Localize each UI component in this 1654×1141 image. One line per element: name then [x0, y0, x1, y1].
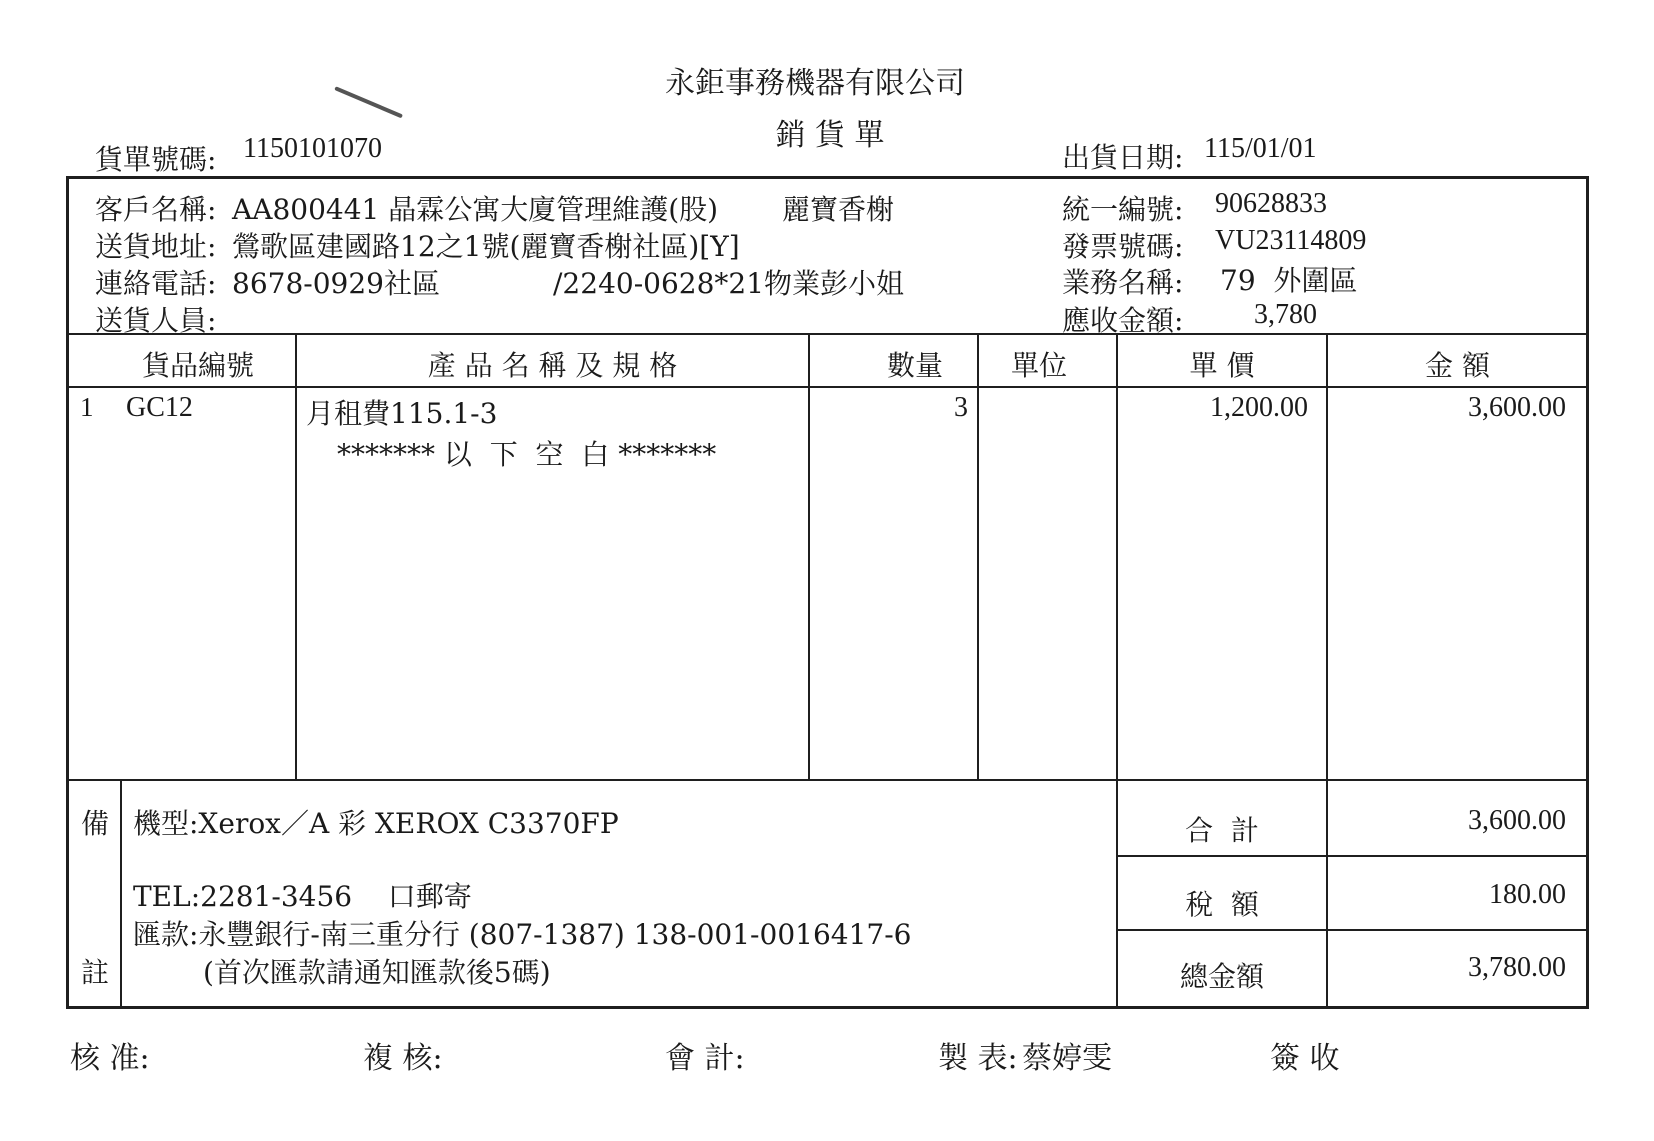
sales-region: 79 外圍區: [1220, 264, 1358, 297]
remark-label-bottom: 註: [80, 956, 109, 989]
sales-label: 業務名稱:: [1062, 266, 1184, 299]
remark-label-top: 備: [80, 807, 109, 840]
receipt-signature: 簽 收: [1270, 1041, 1340, 1076]
row-index: 1: [80, 392, 94, 422]
approve-signature: 核 准:: [70, 1041, 150, 1076]
row-product-code: GC12: [126, 392, 193, 423]
document-title: 銷 貨 單: [775, 118, 885, 153]
receivable-label: 應收金額:: [1062, 304, 1184, 337]
receivable-amount: 3,780: [1254, 299, 1317, 330]
phone-label: 連絡電話:: [95, 267, 217, 300]
review-signature: 複 核:: [363, 1041, 443, 1076]
maker-name: 蔡婷雯: [1022, 1041, 1112, 1076]
subtotal-divider: [1118, 855, 1587, 857]
blank-marker: ******* 以 下 空 白 *******: [337, 438, 717, 471]
invoice-number-label: 發票號碼:: [1062, 230, 1184, 263]
header-unit-price: 單 價: [1189, 349, 1255, 382]
remark-label-divider: [120, 780, 122, 1007]
row-unit-price: 1,200.00: [1210, 392, 1308, 423]
tax-divider: [1118, 929, 1587, 931]
maker-signature-label: 製 表:: [938, 1041, 1018, 1076]
row-product-name: 月租費115.1-3: [306, 397, 498, 430]
row-quantity: 3: [954, 392, 968, 423]
delivery-address: 鶯歌區建國路12之1號(麗寶香榭社區)[Y]: [232, 230, 740, 263]
remark-remittance-note: (首次匯款請通知匯款後5碼): [203, 956, 551, 989]
customer-name-label: 客戶名稱:: [95, 193, 217, 226]
total-value: 3,780.00: [1468, 952, 1566, 983]
remark-tel: TEL:2281-3456 口郵寄: [133, 880, 472, 913]
order-number: 1150101070: [243, 133, 382, 164]
tax-label: 稅 額: [1185, 888, 1259, 921]
company-name: 永鉅事務機器有限公司: [665, 66, 965, 101]
invoice-number: VU23114809: [1215, 225, 1367, 256]
col-divider-code: [295, 334, 297, 780]
order-number-label: 貨單號碼:: [95, 143, 217, 176]
header-quantity: 數量: [886, 349, 943, 382]
contact-phone: 8678-0929社區: [232, 267, 440, 300]
ship-date: 115/01/01: [1204, 133, 1317, 164]
tax-id-label: 統一編號:: [1062, 193, 1184, 226]
contact-phone-secondary: /2240-0628*21物業彭小姐: [553, 267, 905, 300]
col-divider-qty: [977, 334, 979, 780]
subtotal-label: 合 計: [1185, 814, 1259, 847]
tax-id: 90628833: [1215, 188, 1327, 219]
customer-name: AA800441 晶霖公寓大廈管理維護(股): [232, 193, 719, 226]
customer-site: 麗寶香榭: [782, 193, 895, 226]
header-amount: 金 額: [1425, 349, 1490, 382]
remark-model: 機型:Xerox／A 彩 XEROX C3370FP: [133, 807, 619, 840]
accounting-signature: 會 計:: [665, 1041, 745, 1076]
remark-remittance: 匯款:永豐銀行-南三重分行 (807-1387) 138-001-0016417-6: [133, 918, 912, 951]
address-label: 送貨地址:: [95, 230, 217, 263]
row-amount: 3,600.00: [1468, 392, 1566, 423]
scan-pen-mark: [334, 86, 403, 118]
subtotal-value: 3,600.00: [1468, 805, 1566, 836]
header-product-code: 貨品編號: [141, 349, 254, 382]
total-label: 總金額: [1179, 960, 1264, 993]
tax-value: 180.00: [1489, 879, 1566, 910]
delivery-person-label: 送貨人員:: [95, 304, 217, 337]
header-unit: 單位: [1010, 349, 1067, 382]
ship-date-label: 出貨日期:: [1062, 141, 1184, 174]
header-product-name: 產 品 名 稱 及 規 格: [427, 349, 678, 382]
